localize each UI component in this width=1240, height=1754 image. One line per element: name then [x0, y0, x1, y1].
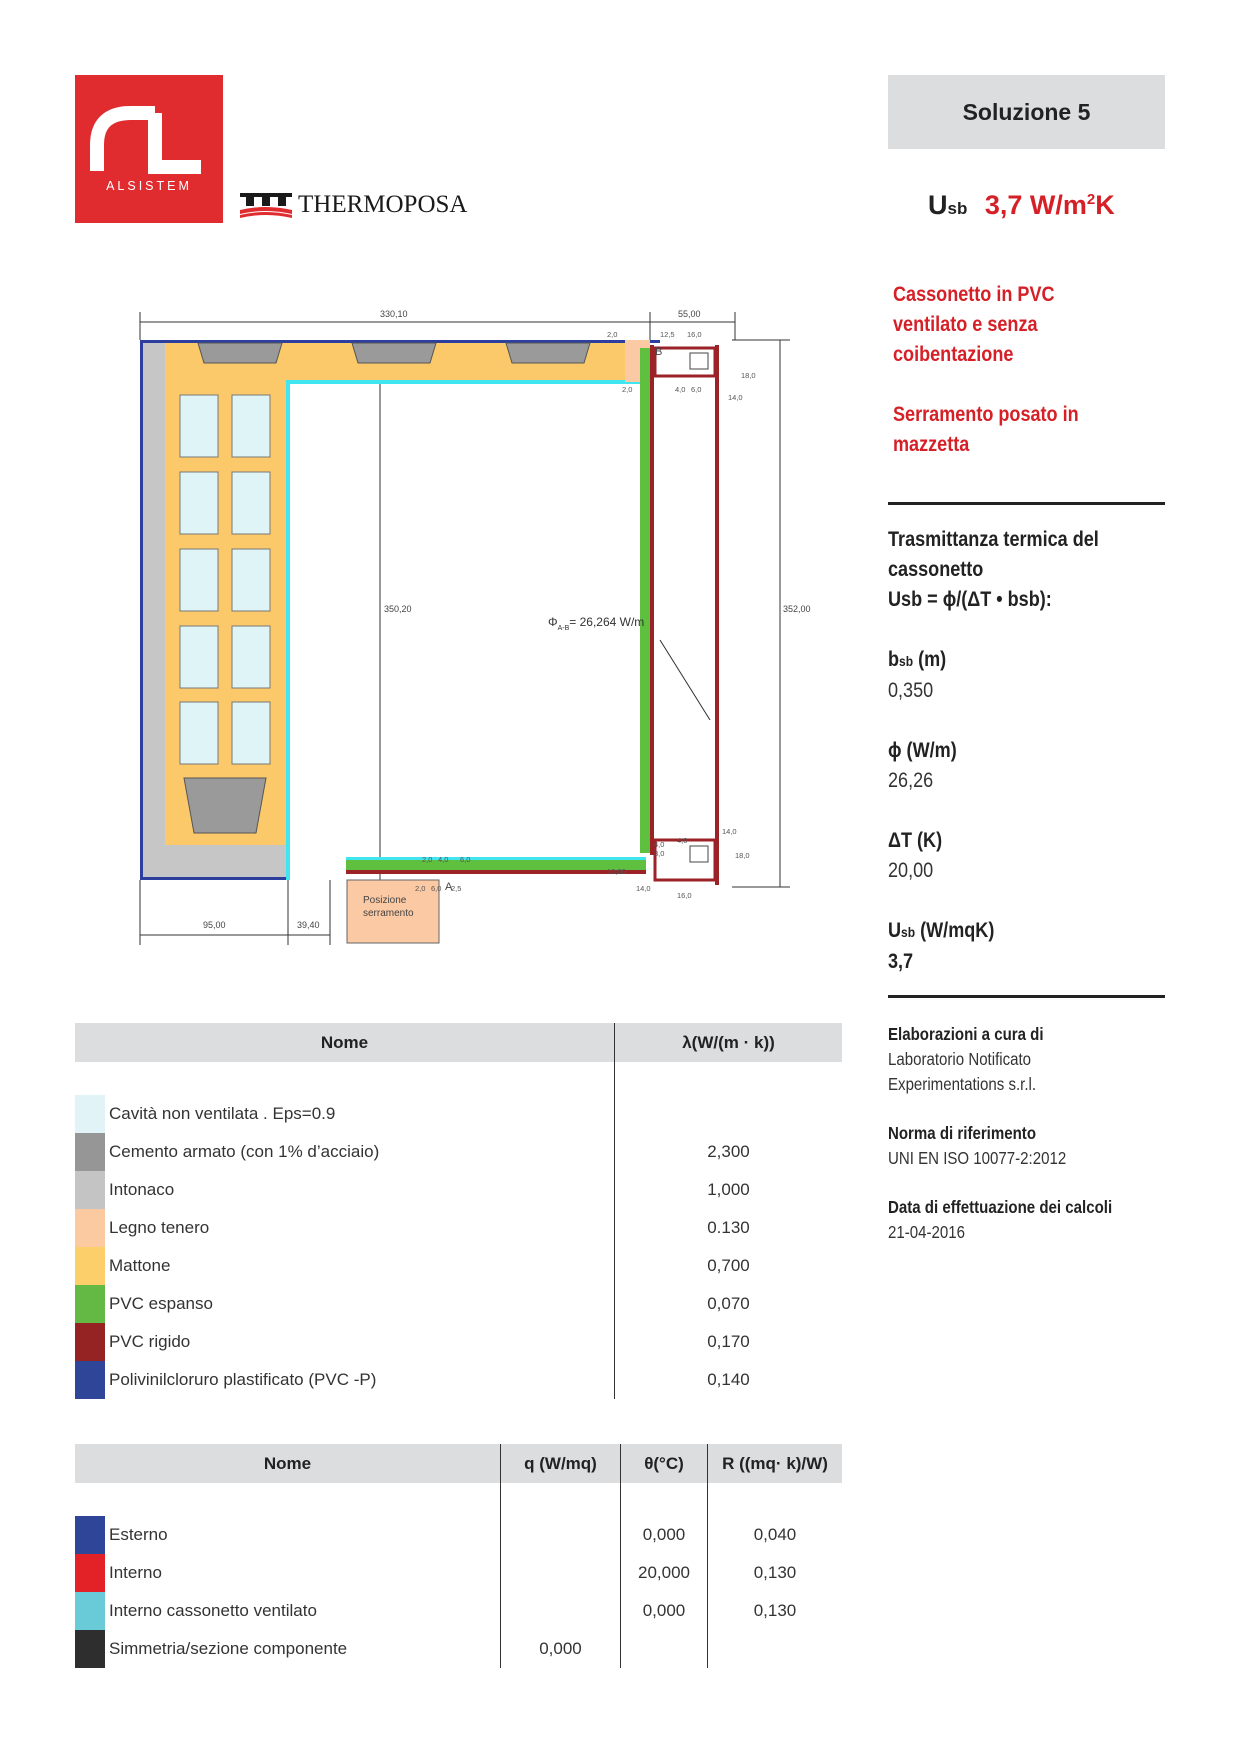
material-swatch — [75, 1171, 105, 1209]
b-value: 0,350 — [888, 679, 934, 702]
material-name: Polivinilcloruro plastificato (PVC -P) — [109, 1370, 377, 1389]
usb-unit-exp: 2 — [1086, 191, 1096, 208]
svg-text:2,0: 2,0 — [607, 330, 618, 339]
condition-q — [501, 1592, 621, 1630]
condition-theta — [621, 1630, 708, 1668]
dim-label: 330,10 — [380, 309, 408, 319]
condition-r — [708, 1630, 843, 1668]
material-row — [75, 1171, 842, 1209]
svg-text:14,0: 14,0 — [636, 884, 651, 893]
col-name-header: Nome — [75, 1444, 501, 1483]
svg-text:6,0: 6,0 — [460, 855, 471, 864]
usb-symbol: U — [928, 190, 948, 220]
condition-r: 0,130 — [708, 1554, 843, 1592]
material-row — [75, 1285, 842, 1323]
material-swatch — [75, 1209, 105, 1247]
svg-text:14,0: 14,0 — [728, 393, 743, 402]
cross-section-drawing — [120, 300, 840, 960]
elab-value: Laboratorio Notificato — [888, 1049, 1032, 1069]
calc-title: Trasmittanza termica del — [888, 528, 1099, 551]
usb-headline — [928, 190, 1115, 221]
elab-value: Experimentations s.r.l. — [888, 1074, 1037, 1094]
dt-label: ΔT (K) — [888, 829, 943, 852]
material-swatch — [75, 1285, 105, 1323]
material-swatch — [75, 1247, 105, 1285]
date-value: 21-04-2016 — [888, 1222, 965, 1242]
partner-name: THERMOPOSA — [298, 191, 468, 218]
col-q-header: q (W/mq) — [501, 1444, 621, 1483]
u-label: U — [888, 919, 902, 942]
col-theta-header: θ(°C) — [621, 1444, 708, 1483]
condition-theta: 0,000 — [621, 1516, 708, 1554]
pvc-expanded — [640, 348, 650, 853]
usb-sub: sb — [947, 199, 968, 218]
meta-block — [888, 1022, 1112, 1245]
material-lambda: 0,700 — [615, 1247, 843, 1285]
material-row — [75, 1209, 842, 1247]
materials-table — [75, 1023, 842, 1399]
phi-value: 26,26 — [888, 769, 934, 792]
svg-text:6,0: 6,0 — [691, 385, 702, 394]
condition-name: Simmetria/sezione componente — [109, 1639, 348, 1658]
material-lambda: 0,170 — [615, 1323, 843, 1361]
thermoposa-mark-icon — [240, 190, 292, 220]
condition-name: Interno — [109, 1563, 162, 1582]
material-name: Intonaco — [109, 1180, 175, 1199]
dim-label: 39,40 — [297, 920, 320, 930]
description-line: ventilato e senza — [893, 313, 1038, 336]
calc-title: cassonetto — [888, 558, 984, 581]
dim-label: 55,00 — [678, 309, 701, 319]
description-line: Cassonetto in PVC — [893, 283, 1055, 306]
col-name-header: Nome — [75, 1023, 615, 1062]
dim-label: 350,20 — [384, 604, 412, 614]
calc-formula: Usb = ϕ/(ΔT • bsb): — [888, 588, 1052, 611]
pvc-rigid — [650, 345, 654, 855]
material-name: PVC espanso — [109, 1294, 213, 1313]
svg-text:2,0: 2,0 — [422, 855, 433, 864]
point-b-label: B — [655, 346, 663, 358]
usb-unit-end: K — [1095, 190, 1115, 220]
material-swatch — [75, 1323, 105, 1361]
material-swatch — [75, 1133, 105, 1171]
svg-text:10,00: 10,00 — [607, 867, 626, 876]
svg-text:4,0: 4,0 — [675, 385, 686, 394]
material-swatch — [75, 1095, 105, 1133]
svg-text:2,5: 2,5 — [451, 884, 462, 893]
condition-theta: 0,000 — [621, 1592, 708, 1630]
dim-label: 95,00 — [203, 920, 226, 930]
alsistem-logo — [75, 75, 223, 223]
condition-theta: 20,000 — [621, 1554, 708, 1592]
condition-swatch — [75, 1592, 105, 1630]
u-sub: sb — [901, 924, 916, 940]
condition-row — [75, 1554, 842, 1592]
condition-r: 0,040 — [708, 1516, 843, 1554]
material-name: Legno tenero — [109, 1218, 210, 1237]
description-line: mazzetta — [893, 433, 970, 456]
dt-value: 20,00 — [888, 859, 934, 882]
svg-text:4,0: 4,0 — [438, 855, 449, 864]
material-name: Mattone — [109, 1256, 171, 1275]
posizione-label: Posizione — [363, 895, 407, 906]
phi-label: ϕ (W/m) — [888, 739, 957, 762]
condition-q: 0,000 — [501, 1630, 621, 1668]
description-line: Serramento posato in — [893, 403, 1079, 426]
norm-label: Norma di riferimento — [888, 1123, 1037, 1143]
elab-label: Elaborazioni a cura di — [888, 1024, 1044, 1044]
condition-row — [75, 1516, 842, 1554]
u-value: 3,7 — [888, 950, 914, 973]
material-lambda: 0.130 — [615, 1209, 843, 1247]
material-lambda: 1,000 — [615, 1171, 843, 1209]
condition-row — [75, 1592, 842, 1630]
svg-text:16,0: 16,0 — [687, 330, 702, 339]
condition-name: Esterno — [109, 1525, 168, 1544]
usb-value: 3,7 W/m — [984, 190, 1087, 220]
condition-swatch — [75, 1630, 105, 1668]
u-unit: (W/mqK) — [915, 919, 995, 942]
point-a-label: A — [445, 881, 453, 893]
material-name: Cemento armato (con 1% d’acciaio) — [109, 1142, 380, 1161]
material-name: Cavità non ventilata . Eps=0.9 — [109, 1104, 336, 1123]
dim-label: 352,00 — [783, 604, 811, 614]
solution-label: Soluzione 5 — [888, 75, 1165, 149]
b-unit: (m) — [913, 648, 947, 671]
divider — [888, 995, 1165, 998]
material-swatch — [75, 1361, 105, 1399]
condition-r: 0,130 — [708, 1592, 843, 1630]
svg-text:2,0: 2,0 — [622, 385, 633, 394]
material-lambda: 0,140 — [615, 1361, 843, 1399]
condition-row — [75, 1630, 842, 1668]
material-row — [75, 1095, 842, 1133]
flux-annotation: $\Phi_{A-B}= 26,264$ W/m — [548, 615, 645, 632]
posizione-label: serramento — [363, 908, 414, 919]
description-block — [893, 280, 1079, 460]
thermoposa-logo — [240, 190, 467, 220]
svg-text:3,0: 3,0 — [654, 849, 665, 858]
b-sub: sb — [899, 653, 914, 669]
svg-text:18,0: 18,0 — [741, 371, 756, 380]
condition-q — [501, 1554, 621, 1592]
svg-text:6,0: 6,0 — [431, 884, 442, 893]
svg-text:16,0: 16,0 — [677, 891, 692, 900]
date-label: Data di effettuazione dei calcoli — [888, 1197, 1113, 1217]
material-name: PVC rigido — [109, 1332, 191, 1351]
svg-text:12,5: 12,5 — [660, 330, 675, 339]
col-r-header: R ((mq· k)/W) — [708, 1444, 843, 1483]
svg-text:18,0: 18,0 — [735, 851, 750, 860]
svg-text:2,0: 2,0 — [415, 884, 426, 893]
b-label: b — [888, 648, 900, 671]
svg-text:4,0: 4,0 — [654, 840, 665, 849]
material-row — [75, 1361, 842, 1399]
alsistem-mark-icon — [75, 75, 223, 223]
calc-block — [888, 525, 1099, 977]
boundary-conditions-table — [75, 1444, 842, 1668]
material-row — [75, 1323, 842, 1361]
description-line: coibentazione — [893, 343, 1014, 366]
condition-swatch — [75, 1554, 105, 1592]
svg-text:4,0: 4,0 — [677, 836, 688, 845]
material-row — [75, 1247, 842, 1285]
condition-name: Interno cassonetto ventilato — [109, 1601, 317, 1620]
material-lambda: 0,070 — [615, 1285, 843, 1323]
divider — [888, 502, 1165, 505]
brand-name: ALSISTEM — [106, 179, 192, 193]
condition-q — [501, 1516, 621, 1554]
material-lambda — [615, 1095, 843, 1133]
condition-swatch — [75, 1516, 105, 1554]
ventilated-boundary — [288, 382, 648, 880]
svg-text:14,0: 14,0 — [722, 827, 737, 836]
col-lambda-header: λ(W/(m · k)) — [615, 1023, 843, 1062]
material-lambda: 2,300 — [615, 1133, 843, 1171]
material-row — [75, 1133, 842, 1171]
norm-value: UNI EN ISO 10077-2:2012 — [888, 1148, 1067, 1168]
